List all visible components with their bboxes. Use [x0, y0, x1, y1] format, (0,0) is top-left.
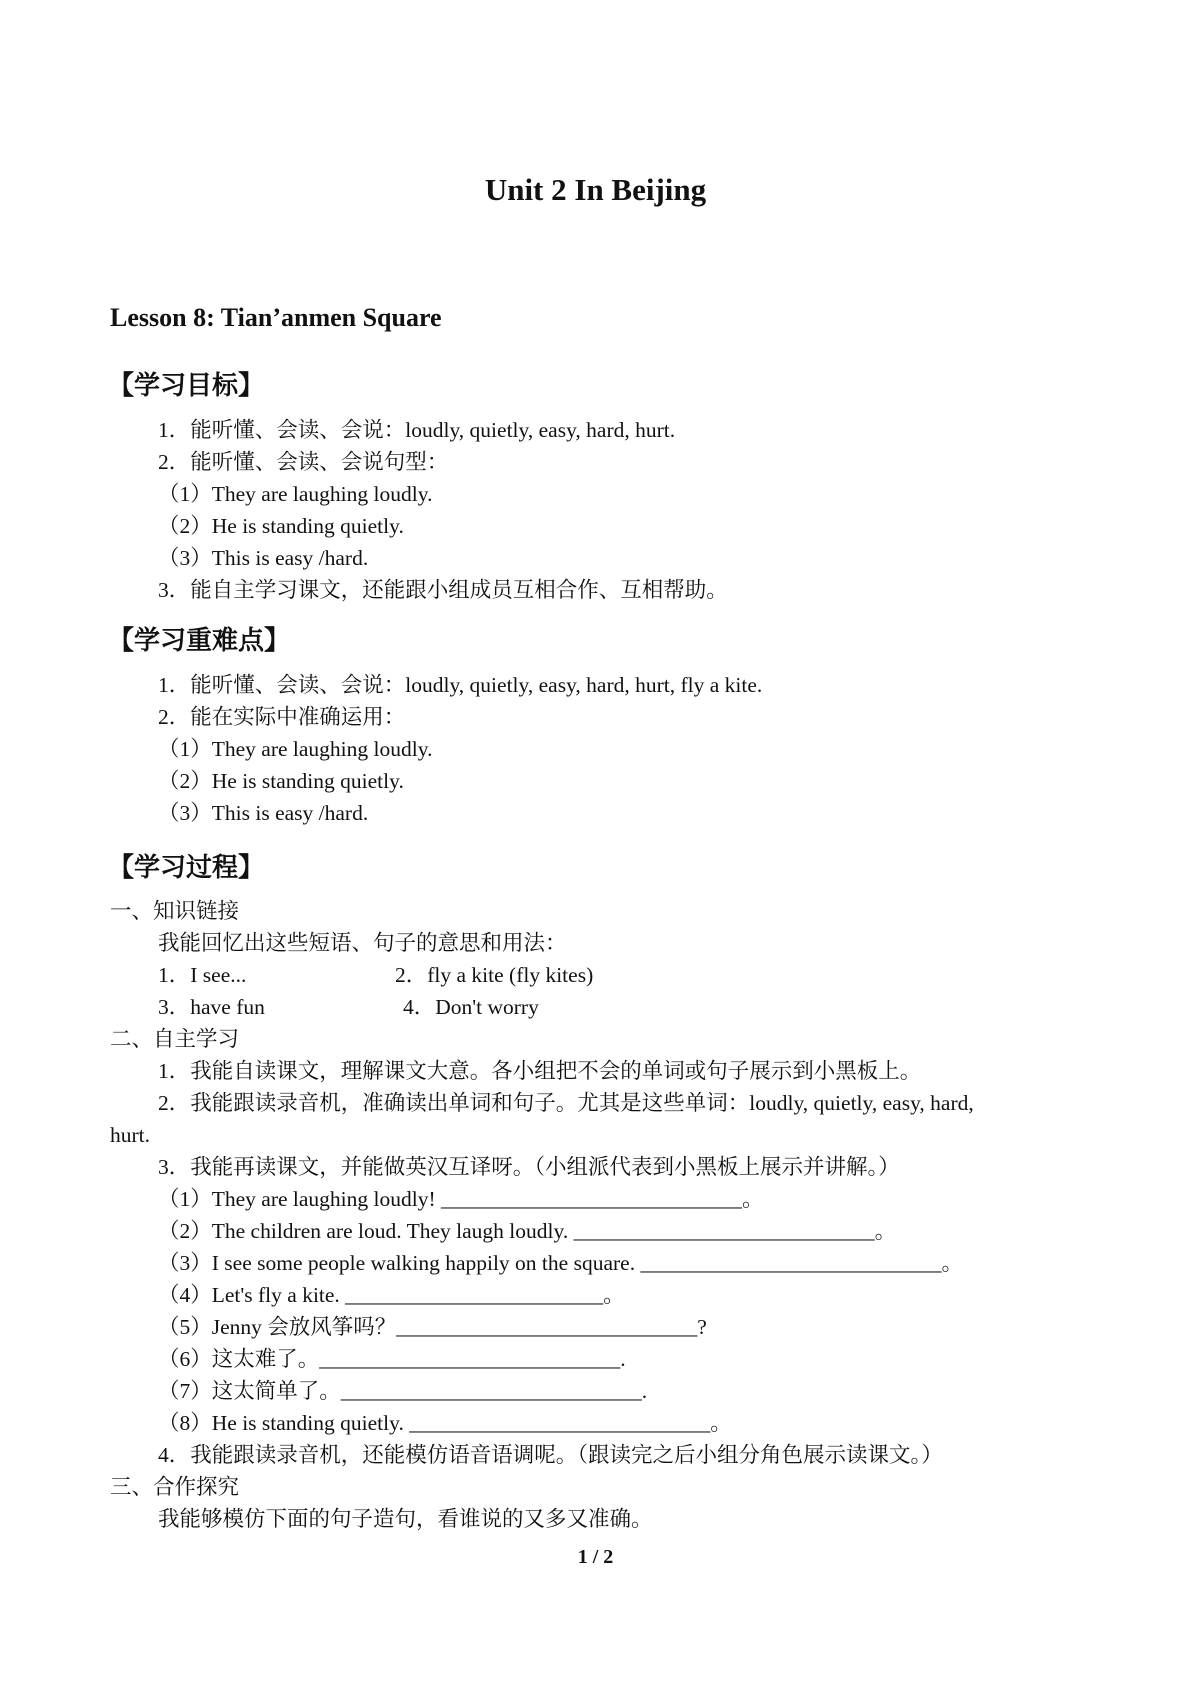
key-point-line: 1．能听懂、会读、会说：loudly, quietly, easy, hard, hurt, fly a kite.: [158, 673, 763, 697]
phrase-item: 2．fly a kite (fly kites): [395, 963, 594, 987]
exercise-item: （7）这太简单了。____________________________.: [158, 1379, 648, 1403]
key-point-sentence: （1）They are laughing loudly.: [158, 737, 433, 761]
part-intro: 我能回忆出这些短语、句子的意思和用法：: [158, 931, 567, 955]
exercise-item: （6）这太难了。____________________________.: [158, 1347, 626, 1371]
phrase-item: 1．I see...: [158, 963, 247, 987]
section-heading-process: 【学习过程】: [108, 853, 265, 883]
exercise-item: （1）They are laughing loudly! ____________________________。: [158, 1187, 764, 1211]
part-intro: 我能够模仿下面的句子造句，看谁说的又多又准确。: [158, 1507, 653, 1531]
phrase-item: 4．Don't worry: [403, 995, 539, 1019]
goal-line: 2．能听懂、会读、会说句型：: [158, 450, 449, 474]
goal-sentence: （1）They are laughing loudly.: [158, 482, 433, 506]
study-step-continued: hurt.: [110, 1123, 151, 1147]
phrase-item: 3．have fun: [158, 995, 265, 1019]
study-step: 2．我能跟读录音机，准确读出单词和句子。尤其是这些单词：loudly, quietly, easy, hard,: [158, 1091, 974, 1115]
study-step: 1．我能自读课文，理解课文大意。各小组把不会的单词或句子展示到小黑板上。: [158, 1059, 922, 1083]
exercise-item: （8）He is standing quietly. ____________________________。: [158, 1411, 732, 1435]
key-point-sentence: （2）He is standing quietly.: [158, 769, 404, 793]
part-heading: 三、合作探究: [110, 1475, 240, 1499]
exercise-item: （2）The children are loud. They laugh loudly. ____________________________。: [158, 1219, 897, 1243]
study-step: 4．我能跟读录音机，还能模仿语音语调呢。（跟读完之后小组分角色展示读课文。）: [158, 1443, 943, 1467]
goal-sentence: （2）He is standing quietly.: [158, 514, 404, 538]
unit-title: Unit 2 In Beijing: [484, 172, 707, 207]
part-heading: 二、自主学习: [110, 1027, 240, 1051]
key-point-line: 2．能在实际中准确运用：: [158, 705, 406, 729]
part-heading: 一、知识链接: [110, 899, 240, 923]
exercise-item: （4）Let's fly a kite. ________________________。: [158, 1283, 625, 1307]
section-heading-key-points: 【学习重难点】: [108, 626, 291, 656]
exercise-item: （5）Jenny 会放风筝吗？____________________________?: [158, 1315, 707, 1339]
key-point-sentence: （3）This is easy /hard.: [158, 801, 369, 825]
study-step: 3．我能再读课文，并能做英汉互译呀。（小组派代表到小黑板上展示并讲解。）: [158, 1155, 900, 1179]
goal-line: 3．能自主学习课文，还能跟小组成员互相合作、互相帮助。: [158, 578, 728, 602]
goal-sentence: （3）This is easy /hard.: [158, 546, 369, 570]
exercise-item: （3）I see some people walking happily on the square. ____________________________。: [158, 1251, 963, 1275]
section-heading-goals: 【学习目标】: [108, 371, 265, 401]
lesson-title: Lesson 8: Tian’anmen Square: [110, 303, 442, 332]
page-number: 1 / 2: [577, 1546, 614, 1568]
goal-line: 1．能听懂、会读、会说：loudly, quietly, easy, hard, hurt.: [158, 418, 676, 442]
